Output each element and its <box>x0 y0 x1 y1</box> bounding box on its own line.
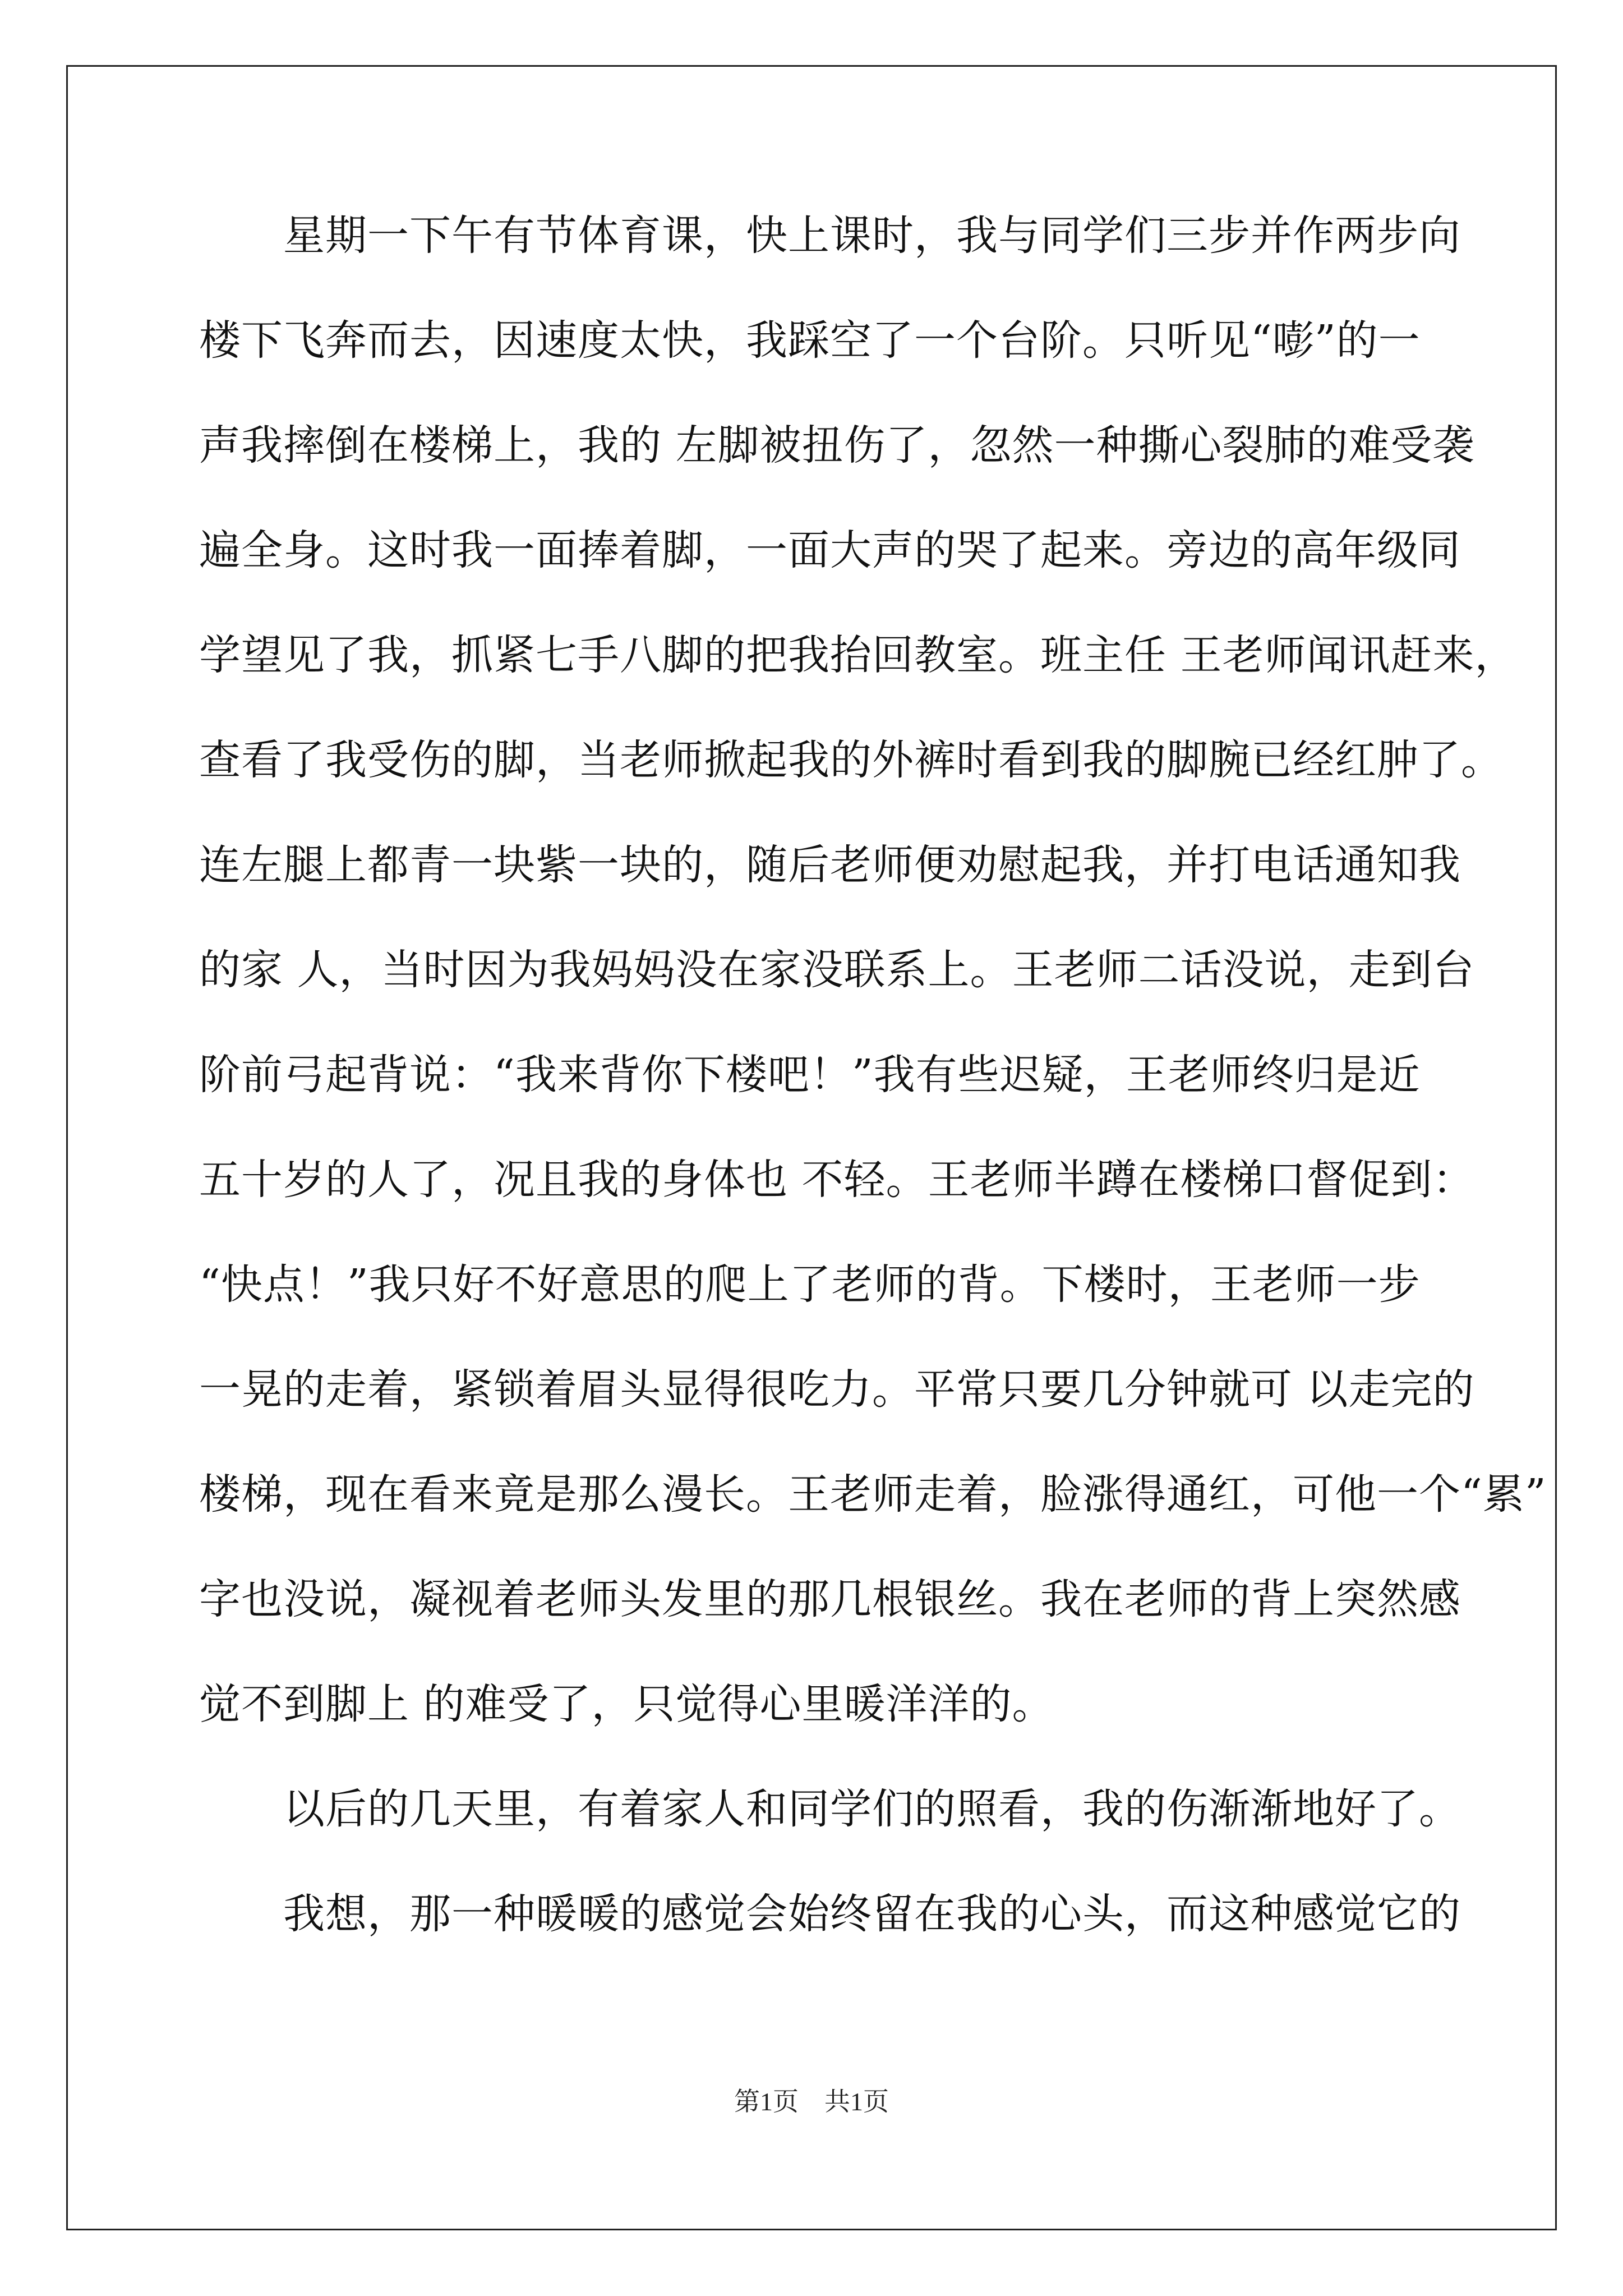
text-line: 的家 人，当时因为我妈妈没在家没联系上。王老师二话没说，走到台 <box>199 946 1475 994</box>
text-line: 阶前弓起背说：“我来背你下楼吧！”我有些迟疑，王老师终归是近 <box>199 1051 1421 1099</box>
text-line: 楼下飞奔而去，因速度太快，我踩空了一个台阶。只听见“嘭”的一 <box>199 316 1421 365</box>
text-line: 一晃的走着，紧锁着眉头显得很吃力。平常只要几分钟就可 以走完的 <box>199 1365 1475 1414</box>
text-line: 星期一下午有节体育课，快上课时，我与同学们三步并作两步向 <box>199 211 1461 260</box>
text-line: 觉不到脚上 的难受了，只觉得心里暖洋洋的。 <box>199 1680 1054 1728</box>
text-line: 楼梯，现在看来竟是那么漫长。王老师走着，脸涨得通红，可他一个“累” <box>199 1470 1547 1519</box>
page-number: 第1页 共1页 <box>734 2087 889 2116</box>
text-line: 五十岁的人了，况且我的身体也 不轻。王老师半蹲在楼梯口督促到： <box>199 1156 1475 1204</box>
text-line: 连左腿上都青一块紫一块的，随后老师便劝慰起我，并打电话通知我 <box>199 841 1461 889</box>
text-line: 字也没说，凝视着老师头发里的那几根银丝。我在老师的背上突然感 <box>199 1575 1461 1623</box>
text-line: “快点！”我只好不好意思的爬上了老师的背。下楼时，王老师一步 <box>199 1260 1421 1309</box>
text-line: 声我摔倒在楼梯上，我的 左脚被扭伤了，忽然一种撕心裂肺的难受袭 <box>199 421 1475 470</box>
text-line: 我想，那一种暖暖的感觉会始终留在我的心头，而这种感觉它的 <box>199 1890 1461 1938</box>
text-line: 遍全身。这时我一面捧着脚，一面大声的哭了起来。旁边的高年级同 <box>199 526 1461 574</box>
text-line: 以后的几天里，有着家人和同学们的照看，我的伤渐渐地好了。 <box>199 1785 1461 1833</box>
text-line: 查看了我受伤的脚，当老师掀起我的外裤时看到我的脚腕已经红肿了。 <box>199 736 1503 784</box>
text-line: 学望见了我，抓紧七手八脚的把我抬回教室。班主任 王老师闻讯赶来， <box>199 631 1517 679</box>
